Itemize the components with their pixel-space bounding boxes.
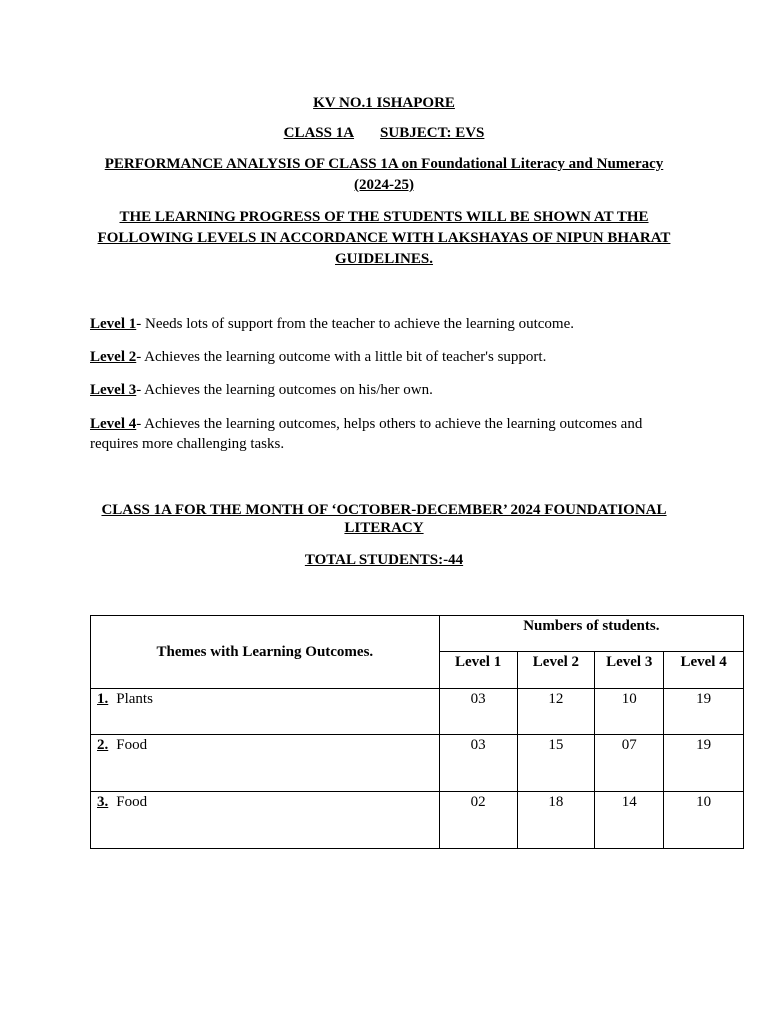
numbers-header: Numbers of students. — [439, 616, 743, 652]
section-title — [90, 501, 678, 537]
level-2-description — [90, 347, 660, 367]
level-3-header: Level 3 — [595, 652, 664, 689]
level-2-count: 18 — [517, 792, 595, 849]
class-label: CLASS 1A — [283, 125, 355, 141]
level-4-count: 19 — [664, 735, 744, 792]
level-1-count: 03 — [439, 735, 517, 792]
level-3-description — [90, 380, 660, 400]
level-2-count: 15 — [517, 735, 595, 792]
level-4-count: 10 — [664, 792, 744, 849]
section-title-line-1: CLASS 1A FOR THE MONTH OF ‘OCTOBER-DECEMBER’ 2024 FOUNDATIONAL — [101, 502, 667, 518]
level-3-count: 07 — [595, 735, 664, 792]
theme-name: Food — [116, 737, 148, 753]
level-4-header: Level 4 — [664, 652, 744, 689]
table-row — [91, 735, 744, 792]
school-title: KV NO.1 ISHAPORE — [313, 95, 455, 111]
level-3-name: Level 3 — [90, 382, 137, 398]
theme-name: Plants — [116, 691, 153, 707]
analysis-title — [90, 154, 678, 196]
level-3-count: 10 — [595, 689, 664, 735]
level-2-name: Level 2 — [90, 349, 137, 365]
analysis-title-line-1: PERFORMANCE ANALYSIS OF CLASS 1A on Foundational Literacy and Numeracy — [104, 156, 664, 172]
level-2-header: Level 2 — [517, 652, 595, 689]
theme-cell — [91, 735, 440, 792]
performance-table — [90, 615, 744, 849]
progress-note-line-2: FOLLOWING LEVELS IN ACCORDANCE WITH LAKSHAYAS OF NIPUN BHARAT — [97, 230, 671, 246]
level-4-description — [90, 414, 660, 454]
analysis-title-line-2: (2024-25) — [354, 177, 414, 193]
progress-note — [90, 207, 678, 270]
progress-note-line-3: GUIDELINES. — [335, 251, 433, 267]
level-1-name: Level 1 — [90, 316, 137, 332]
level-2-count: 12 — [517, 689, 595, 735]
theme-cell — [91, 689, 440, 735]
section-title-line-2: LITERACY — [344, 520, 424, 536]
progress-note-line-1: THE LEARNING PROGRESS OF THE STUDENTS WILL BE SHOWN AT THE — [119, 209, 649, 225]
row-number: 3. — [97, 794, 109, 810]
level-3-text: - Achieves the learning outcomes on his/her own. — [136, 382, 433, 398]
table-row — [91, 689, 744, 735]
theme-header: Themes with Learning Outcomes. — [91, 616, 440, 689]
theme-name: Food — [116, 794, 148, 810]
level-1-count: 02 — [439, 792, 517, 849]
row-number: 1. — [97, 691, 109, 707]
table-header-row-1 — [91, 616, 744, 652]
level-1-header: Level 1 — [439, 652, 517, 689]
class-subject-line — [90, 123, 678, 144]
level-1-description — [90, 314, 660, 334]
level-3-count: 14 — [595, 792, 664, 849]
level-4-count: 19 — [664, 689, 744, 735]
table-row — [91, 792, 744, 849]
row-number: 2. — [97, 737, 109, 753]
subject-label: SUBJECT: EVS — [380, 125, 485, 141]
level-2-text: - Achieves the learning outcome with a little bit of teacher's support. — [136, 349, 547, 365]
total-students: TOTAL STUDENTS:-44 — [304, 552, 464, 568]
level-1-count: 03 — [439, 689, 517, 735]
theme-cell — [91, 792, 440, 849]
level-4-text: - Achieves the learning outcomes, helps others to achieve the learning outcomes and requires more challenging tasks. — [90, 416, 643, 452]
level-1-text: - Needs lots of support from the teacher to achieve the learning outcome. — [136, 316, 575, 332]
level-4-name: Level 4 — [90, 416, 137, 432]
